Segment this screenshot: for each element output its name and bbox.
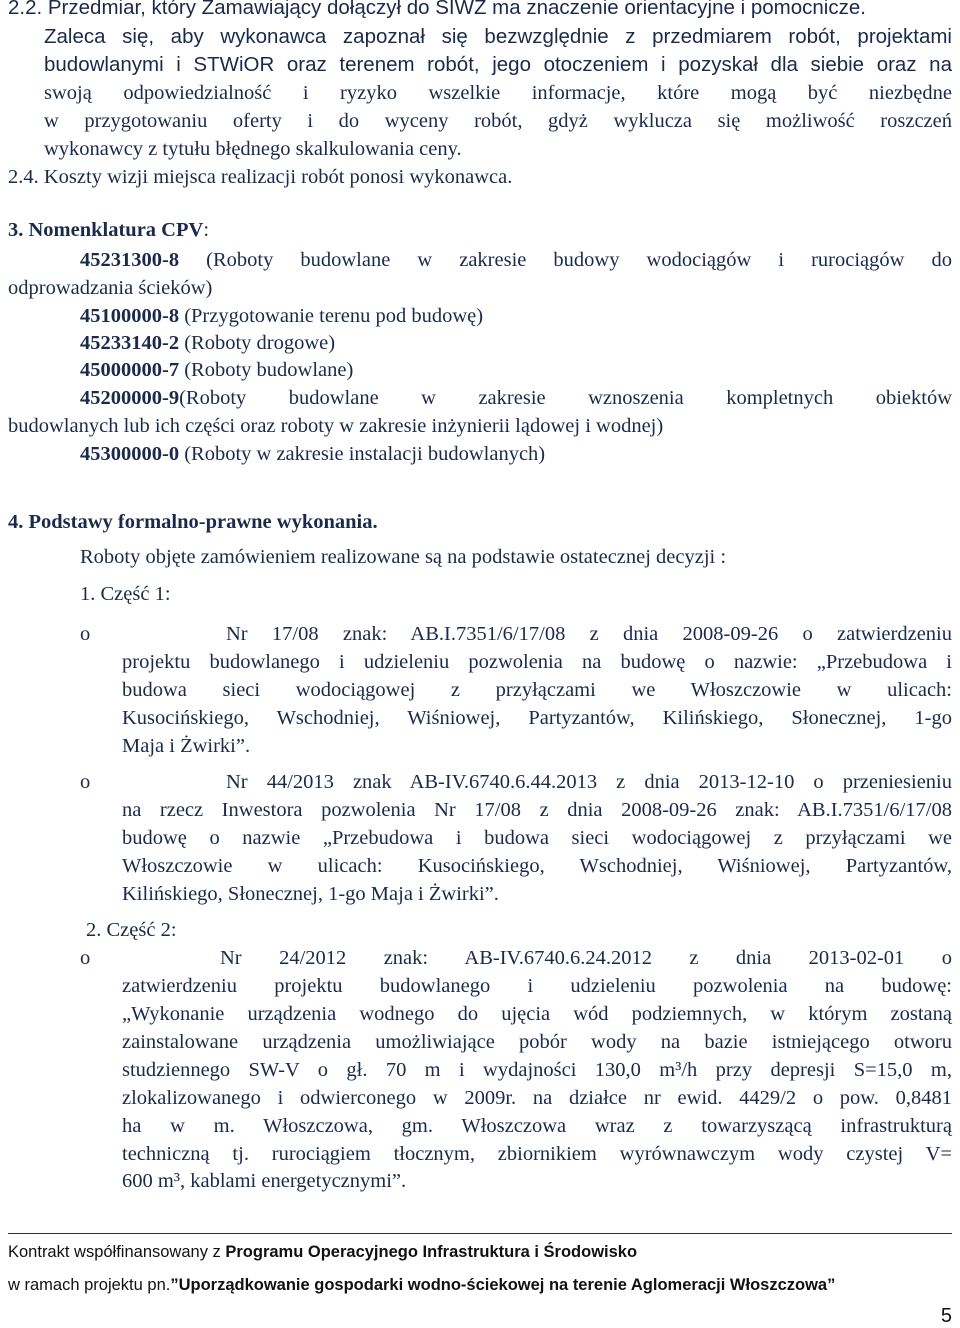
bullet-marker: o bbox=[80, 947, 91, 969]
cpv-code: 45200000-9 bbox=[80, 387, 180, 409]
p1b-line-2: na rzecz Inwestora pozwolenia Nr 17/08 z dnia 2008-09-26 znak: AB.I.7351/6/17/08 bbox=[122, 799, 952, 821]
p2a-line-2: zatwierdzeniu projektu budowlanego i udzieleniu pozwolenia na budowę: bbox=[122, 975, 952, 997]
cpv-code: 45231300-8 bbox=[80, 249, 180, 271]
part-1-label: 1. Część 1: bbox=[80, 583, 171, 605]
cpv-code-row bbox=[80, 302, 483, 330]
section-3-colon: : bbox=[203, 219, 210, 241]
cpv-description: (Roboty w zakresie instalacji budowlanych) bbox=[179, 443, 546, 465]
bullet-marker: o bbox=[80, 771, 91, 793]
cpv-code-row bbox=[80, 440, 545, 468]
p2a-line-8: techniczną tj. rurociągiem tłocznym, zbiornikiem wyrównawczym wody czystej V= bbox=[122, 1143, 952, 1165]
section-2-2-line-5: w przygotowaniu oferty i do wyceny robót, gdyż wyklucza się możliwość roszczeń bbox=[44, 110, 952, 132]
p2a-line-7: ha w m. Włoszczowa, gm. Włoszczowa wraz z towarzyszącą infrastrukturą bbox=[122, 1115, 952, 1137]
section-2-2-line-1: 2.2. Przedmiar, który Zamawiający dołączył do SIWZ ma znaczenie orientacyjne i pomocnicze. bbox=[8, 0, 866, 19]
cpv-description: (Roboty drogowe) bbox=[179, 332, 336, 354]
cpv-code: 45233140-2 bbox=[80, 332, 180, 354]
section-4-intro: Roboty objęte zamówieniem realizowane są na podstawie ostatecznej decyzji : bbox=[80, 546, 727, 568]
bullet-marker: o bbox=[80, 623, 91, 645]
footer-line-2 bbox=[8, 1276, 835, 1295]
cpv-code-row bbox=[80, 356, 353, 384]
p2a-line-9: 600 m³, kablami energetycznymi”. bbox=[122, 1170, 407, 1192]
cpv-description-cont: odprowadzania ścieków) bbox=[8, 277, 213, 299]
footer-program-name: Programu Operacyjnego Infrastruktura i Środowisko bbox=[225, 1243, 638, 1261]
p1a-line-2: projektu budowlanego i udzieleniu pozwolenia na budowę o nazwie: „Przebudowa i bbox=[122, 651, 952, 673]
section-4-title: 4. Podstawy formalno-prawne wykonania. bbox=[8, 511, 378, 533]
cpv-code: 45100000-8 bbox=[80, 305, 180, 327]
cpv-code-row bbox=[80, 246, 952, 274]
footer-text: w ramach projektu pn. bbox=[8, 1276, 171, 1294]
cpv-code-row bbox=[80, 384, 952, 412]
cpv-description-cont: budowlanych lub ich części oraz roboty w zakresie inżynierii lądowej i wodnej) bbox=[8, 415, 664, 437]
footer-project-name: ”Uporządkowanie gospodarki wodno-ściekowej na terenie Aglomeracji Włoszczowa” bbox=[170, 1276, 836, 1294]
section-2-2-line-6: wykonawcy z tytułu błędnego skalkulowania ceny. bbox=[44, 138, 462, 160]
cpv-description: (Roboty budowlane w zakresie budowy wodociągów i rurociągów do bbox=[179, 249, 952, 271]
page-number: 5 bbox=[940, 1305, 952, 1327]
section-2-2-line-4: swoją odpowiedzialność i ryzyko wszelkie informacje, które mogą być niezbędne bbox=[44, 82, 952, 104]
cpv-description: (Roboty budowlane) bbox=[179, 359, 354, 381]
cpv-description: (Przygotowanie terenu pod budowę) bbox=[179, 305, 484, 327]
p1a-line-3: budowa sieci wodociągowej z przyłączami we Włoszczowie w ulicach: bbox=[122, 679, 952, 701]
cpv-code: 45300000-0 bbox=[80, 443, 180, 465]
footer-line-1 bbox=[8, 1243, 637, 1262]
section-2-2-line-2: Zaleca się, aby wykonawca zapoznał się bezwzględnie z przedmiarem robót, projektami bbox=[44, 25, 952, 48]
section-3-number: 3. bbox=[8, 219, 24, 241]
p1b-line-1: Nr 44/2013 znak AB-IV.6740.6.44.2013 z dnia 2013-12-10 o przeniesieniu bbox=[226, 771, 952, 793]
part-2-label: 2. Część 2: bbox=[86, 919, 177, 941]
footer-divider bbox=[8, 1233, 952, 1234]
section-3-title: Nomenklatura CPV bbox=[28, 219, 204, 241]
p1a-line-1: Nr 17/08 znak: AB.I.7351/6/17/08 z dnia 2008-09-26 o zatwierdzeniu bbox=[226, 623, 952, 645]
section-3-heading bbox=[8, 216, 209, 244]
p2a-line-1: Nr 24/2012 znak: AB-IV.6740.6.24.2012 z dnia 2013-02-01 o bbox=[220, 947, 952, 969]
p2a-line-4: zainstalowane urządzenia umożliwiające pobór wody na bazie istniejącego otworu bbox=[122, 1031, 952, 1053]
p2a-line-3: „Wykonanie urządzenia wodnego do ujęcia wód podziemnych, w którym zostaną bbox=[122, 1003, 952, 1025]
cpv-description: (Roboty budowlane w zakresie wznoszenia kompletnych obiektów bbox=[179, 387, 952, 409]
cpv-code: 45000000-7 bbox=[80, 359, 180, 381]
p1b-line-3: budowę o nazwie „Przebudowa i budowa sieci wodociągowej z przyłączami we bbox=[122, 827, 952, 849]
p1b-line-4: Włoszczowie w ulicach: Kusocińskiego, Wschodniej, Wiśniowej, Partyzantów, bbox=[122, 855, 952, 877]
section-2-4: 2.4. Koszty wizji miejsca realizacji robót ponosi wykonawca. bbox=[8, 166, 513, 188]
p1a-line-4: Kusocińskiego, Wschodniej, Wiśniowej, Partyzantów, Kilińskiego, Słonecznej, 1-go bbox=[122, 707, 952, 729]
footer-text: Kontrakt współfinansowany z bbox=[8, 1243, 226, 1261]
p1b-line-5: Kilińskiego, Słonecznej, 1-go Maja i Żwirki”. bbox=[122, 883, 499, 905]
p2a-line-5: studziennego SW-V o gł. 70 m i wydajności 130,0 m³/h przy depresji S=15,0 m, bbox=[122, 1059, 952, 1081]
cpv-code-row bbox=[80, 329, 335, 357]
p1a-line-5: Maja i Żwirki”. bbox=[122, 735, 251, 757]
p2a-line-6: zlokalizowanego i odwierconego w 2009r. na działce nr ewid. 4429/2 o pow. 0,8481 bbox=[122, 1087, 952, 1109]
section-2-2-line-3: budowlanymi i STWiOR oraz terenem robót, jego otoczeniem i pozyskał dla siebie oraz na bbox=[44, 53, 952, 76]
